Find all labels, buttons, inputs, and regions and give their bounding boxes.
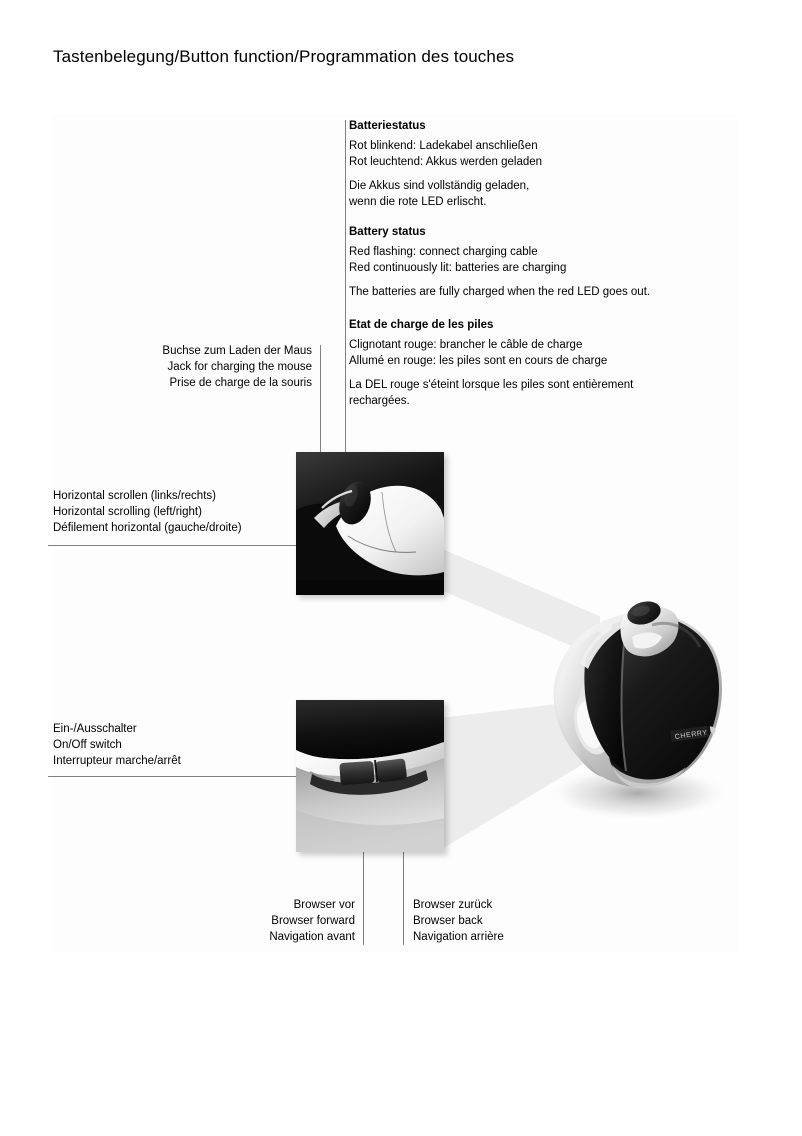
battery-status-line-de-1: Rot leuchtend: Akkus werden geladen [349, 155, 543, 168]
callout-charging-jack-fr: Prise de charge de la souris [169, 377, 312, 389]
leader-line-browser-forward [363, 845, 364, 945]
callout-onoff-switch [53, 721, 181, 769]
battery-status-line-fr-0: Clignotant rouge: brancher le câble de charge [349, 339, 583, 351]
callout-charging-jack-en: Jack for charging the mouse [167, 361, 312, 373]
battery-status-para-de-0: Die Akkus sind vollständig geladen, [349, 180, 530, 192]
callout-browser-forward-fr: Navigation avant [269, 931, 355, 943]
callout-browser-forward-en: Browser forward [271, 915, 355, 927]
battery-status-para-de-1: wenn die rote LED erlischt. [349, 195, 487, 208]
battery-status-para-en-0: The batteries are fully charged when the red LED goes out. [349, 286, 651, 298]
battery-status-paragraph-en [349, 285, 650, 301]
callout-horizontal-scroll-en: Horizontal scrolling (left/right) [53, 506, 202, 518]
callout-browser-back [413, 897, 504, 945]
battery-status-line-fr-1: Allumé en rouge: les piles sont en cours de charge [349, 354, 608, 367]
callout-browser-forward-de: Browser vor [293, 899, 355, 911]
battery-status-block-en [349, 224, 650, 301]
battery-status-block-fr [349, 317, 633, 409]
battery-status-para-fr-1: rechargées. [349, 394, 410, 407]
callout-onoff-switch-fr: Interrupteur marche/arrêt [53, 755, 181, 767]
callout-browser-back-de: Browser zurück [413, 899, 493, 911]
main-mouse-illustration [520, 585, 740, 830]
callout-onoff-switch-de: Ein-/Ausschalter [53, 723, 137, 735]
battery-status-heading-de: Batteriestatus [349, 120, 426, 132]
wireless-mouse-graphic [520, 585, 740, 830]
battery-status-heading-en: Battery status [349, 226, 426, 238]
leader-line-battery [345, 120, 346, 493]
callout-onoff-switch-en: On/Off switch [53, 739, 122, 751]
callout-charging-jack-de: Buchse zum Laden der Maus [162, 345, 312, 357]
callout-horizontal-scroll [53, 488, 242, 536]
callout-horizontal-scroll-fr: Défilement horizontal (gauche/droite) [53, 522, 242, 534]
leader-line-browser-back [403, 845, 404, 945]
battery-status-paragraph-de [349, 179, 542, 210]
battery-status-line-en-0: Red flashing: connect charging cable [349, 246, 538, 258]
battery-status-line-en-1: Red continuously lit: batteries are charging [349, 261, 567, 274]
mouse-front-illustration [296, 452, 444, 595]
callout-browser-forward [190, 897, 355, 945]
leader-line-onoff-switch [48, 776, 303, 777]
detail-photo-mouse-side-buttons [296, 700, 444, 852]
callout-charging-jack [80, 343, 312, 391]
leader-line-horizontal-scroll [48, 545, 298, 546]
callout-horizontal-scroll-de: Horizontal scrollen (links/rechts) [53, 490, 216, 502]
battery-status-para-fr-0: La DEL rouge s'éteint lorsque les piles sont entièrement [349, 379, 634, 391]
page-title: Tastenbelegung/Button function/Programmation des touches [53, 47, 515, 66]
battery-status-line-de-0: Rot blinkend: Ladekabel anschließen [349, 140, 538, 152]
detail-photo-mouse-front [296, 452, 444, 595]
battery-status-paragraph-fr [349, 378, 633, 409]
battery-status-heading-fr: Etat de charge de les piles [349, 319, 494, 331]
svg-text:CHERRY: CHERRY [674, 729, 709, 741]
callout-browser-back-en: Browser back [413, 915, 483, 927]
battery-status-block-de [349, 118, 542, 210]
callout-browser-back-fr: Navigation arrière [413, 931, 504, 943]
mouse-side-buttons-illustration [296, 700, 444, 852]
